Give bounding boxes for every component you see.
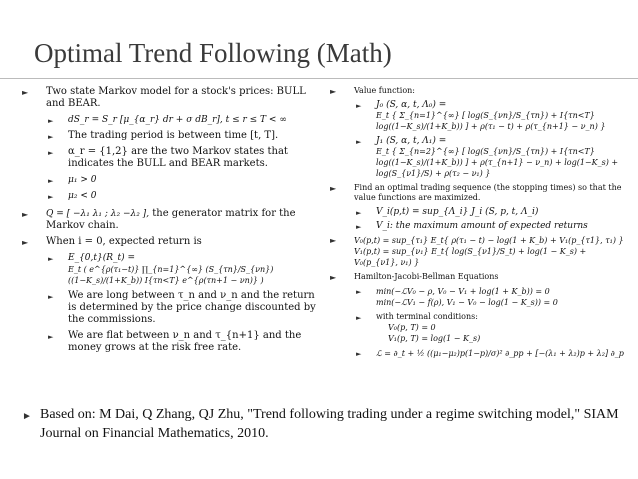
j0-equation: E_t { Σ_{n=1}^{∞} [ log(S_{νn}/S_{τn}) + I{τn<T} log((1−K_s)/(1+K_b)) ] + ρ(τ₁ − t) + ρ(τ_{n+1} − ν_n) } bbox=[376, 111, 606, 131]
arrow-bullet-icon: ► bbox=[48, 293, 54, 301]
hjb-equation-1: min(−ℒV₀ − ρ, V₀ − V₁ + log(1 + K_b)) = 0 bbox=[376, 287, 550, 296]
sub-bullet-period: ► The trading period is between time [t, T]. bbox=[48, 130, 279, 141]
arrow-bullet-icon: ► bbox=[330, 236, 337, 245]
hjb-equation-2: min(−ℒV₁ − f(ρ), V₁ − V₀ − log(1 − K_s)) = 0 bbox=[376, 298, 558, 307]
expected-return-equation: E_t ( e^{ρ(τ₁−t)} ∏_{n=1}^{∞} (S_{τn}/S_{νn}) ((1−K_s)/(1+K_b)) I{τn<T} e^{ρ(τn+1 − νn)} ) bbox=[68, 265, 274, 285]
sub-bullet-states: ► α_r = {1,2} are the two Markov states that indicates the BULL and BEAR markets. bbox=[48, 146, 288, 169]
bullet-hjb: ► Hamilton-Jacobi-Bellman Equations bbox=[330, 272, 499, 282]
arrow-bullet-icon: ► bbox=[330, 184, 337, 193]
sub-bullet-expectation: ► E_{0,t}(R_t) = E_t ( e^{ρ(τ₁−t)} ∏_{n=1}^{∞} (S_{τn}/S_{νn}) ((1−K_s)/(1+K_b)) I{τn<T} e^{ρ(τn+1 − νn)} ) bbox=[18, 252, 318, 286]
arrow-bullet-icon: ► bbox=[22, 411, 32, 422]
arrow-bullet-icon: ► bbox=[48, 133, 54, 141]
arrow-bullet-icon: ► bbox=[48, 333, 54, 341]
generator-operator: ℒ = ∂_t + ½ ((μ₁−μ₂)p(1−p)/σ)² ∂_pp + [−(λ₁ + λ₂)p + λ₂] ∂_p bbox=[376, 349, 624, 358]
arrow-bullet-icon: ► bbox=[356, 209, 362, 217]
bullet-value-equations bbox=[326, 235, 626, 268]
bullet-expected-return: ► When i = 0, expected return is bbox=[22, 236, 202, 247]
sub-bullet-j0: ► J₀ (S, α, t, Λ₀) = E_t { Σ_{n=1}^{∞} [ log(S_{νn}/S_{τn}) + I{τn<T} log((1−K_s)/(1+K_b)) ] + ρ(τ₁ − t) + ρ(τ_{n+1} − ν_n) } bbox=[326, 100, 626, 132]
arrow-bullet-icon: ► bbox=[356, 102, 362, 110]
sub-bullet-flat: ► We are flat between ν_n and τ_{n+1} and the money grows at the risk free rate. bbox=[48, 330, 302, 353]
arrow-bullet-icon: ► bbox=[48, 149, 54, 157]
arrow-bullet-icon: ► bbox=[356, 314, 362, 322]
slide-title: Optimal Trend Following (Math) bbox=[34, 38, 392, 68]
sub-bullet-operator bbox=[326, 348, 626, 359]
arrow-bullet-icon: ► bbox=[48, 117, 54, 125]
sub-bullet-terminal: ► with terminal conditions: V₀(p, T) = 0 V₁(p, T) = log(1 − K_s) bbox=[326, 312, 626, 344]
arrow-bullet-icon: ► bbox=[48, 255, 54, 263]
sub-bullet-long: ► We are long between τ_n and ν_n and the return is determined by the price change discounted by the commissions. bbox=[48, 290, 316, 325]
arrow-bullet-icon: ► bbox=[356, 223, 362, 231]
terminal-condition-1: V₀(p, T) = 0 bbox=[388, 323, 436, 332]
sub-bullet-vi-meaning: ► V_i: the maximum amount of expected returns bbox=[356, 221, 588, 231]
right-column bbox=[326, 86, 626, 363]
arrow-bullet-icon: ► bbox=[356, 138, 362, 146]
sub-bullet-mu1: ► μ₁ > 0 bbox=[48, 175, 97, 185]
bullet-value-function: ► Value function: bbox=[330, 86, 415, 96]
sub-bullet-vi-def: ► V_i(p,t) = sup_{Λ_i} J_i (S, p, t, Λ_i) bbox=[356, 207, 539, 217]
arrow-bullet-icon: ► bbox=[356, 288, 362, 296]
arrow-bullet-icon: ► bbox=[48, 177, 54, 185]
sub-bullet-mu2: ► μ₂ < 0 bbox=[48, 191, 97, 201]
bullet-generator-matrix: ► Q = [ −λ₁ λ₁ ; λ₂ −λ₂ ], the generator matrix for the Markov chain. bbox=[22, 208, 296, 231]
v1-equation: V₁(p,t) = sup_{ν₁} E_t{ log(S_{ν1}/S_t) + log(1 − K_s) + V₀(p_{ν1}, ν₁) } bbox=[354, 247, 587, 267]
arrow-bullet-icon: ► bbox=[22, 238, 29, 247]
arrow-bullet-icon: ► bbox=[48, 193, 54, 201]
arrow-bullet-icon: ► bbox=[22, 210, 29, 219]
bullet-markov-model: ► Two state Markov model for a stock's prices: BULL and BEAR. bbox=[22, 86, 306, 109]
j1-equation: E_t { Σ_{n=2}^{∞} [ log(S_{νn}/S_{τn}) + I{τn<T} log((1−K_s)/(1+K_b)) ] + ρ(τ_{n+1} − ν_n) + log(1−K_s) + log(S_{ν1}/S) + ρ(τ₂ − ν₁) } bbox=[376, 147, 619, 178]
arrow-bullet-icon: ► bbox=[22, 88, 29, 97]
sub-bullet-j1: ► J₁ (S, α, t, Λ₁) = E_t { Σ_{n=2}^{∞} [ log(S_{νn}/S_{τn}) + I{τn<T} log((1−K_s)/(1+K_b)) ] + ρ(τ_{n+1} − ν_n) + log(1−K_s) + log(S_{ν1}/S) + ρ(τ₂ − ν₁) } bbox=[326, 136, 626, 179]
sub-bullet-hjb-system bbox=[326, 286, 626, 308]
terminal-condition-2: V₁(p, T) = log(1 − K_s) bbox=[388, 334, 481, 343]
reference-citation: ► Based on: M Dai, Q Zhang, QJ Zhu, "Trend following trading under a regime switching model," SIAM Journal on Financial Mathematics, 2010. bbox=[22, 407, 619, 441]
left-column bbox=[18, 86, 318, 358]
title-divider bbox=[0, 78, 638, 79]
arrow-bullet-icon: ► bbox=[330, 273, 337, 282]
bullet-optimal-sequence: ► Find an optimal trading sequence (the stopping times) so that the value functions are maximized. bbox=[330, 183, 622, 202]
arrow-bullet-icon: ► bbox=[330, 87, 337, 96]
v0-equation: V₀(p,t) = sup_{τ₁} E_t{ ρ(τ₁ − t) − log(1 + K_b) + V₁(p_{τ1}, τ₁) } bbox=[354, 236, 624, 245]
sub-bullet-sde: ► dS_r = S_r [μ_{α_r} dr + σ dB_r], t ≤ r ≤ T < ∞ bbox=[48, 115, 287, 125]
arrow-bullet-icon: ► bbox=[356, 350, 362, 358]
